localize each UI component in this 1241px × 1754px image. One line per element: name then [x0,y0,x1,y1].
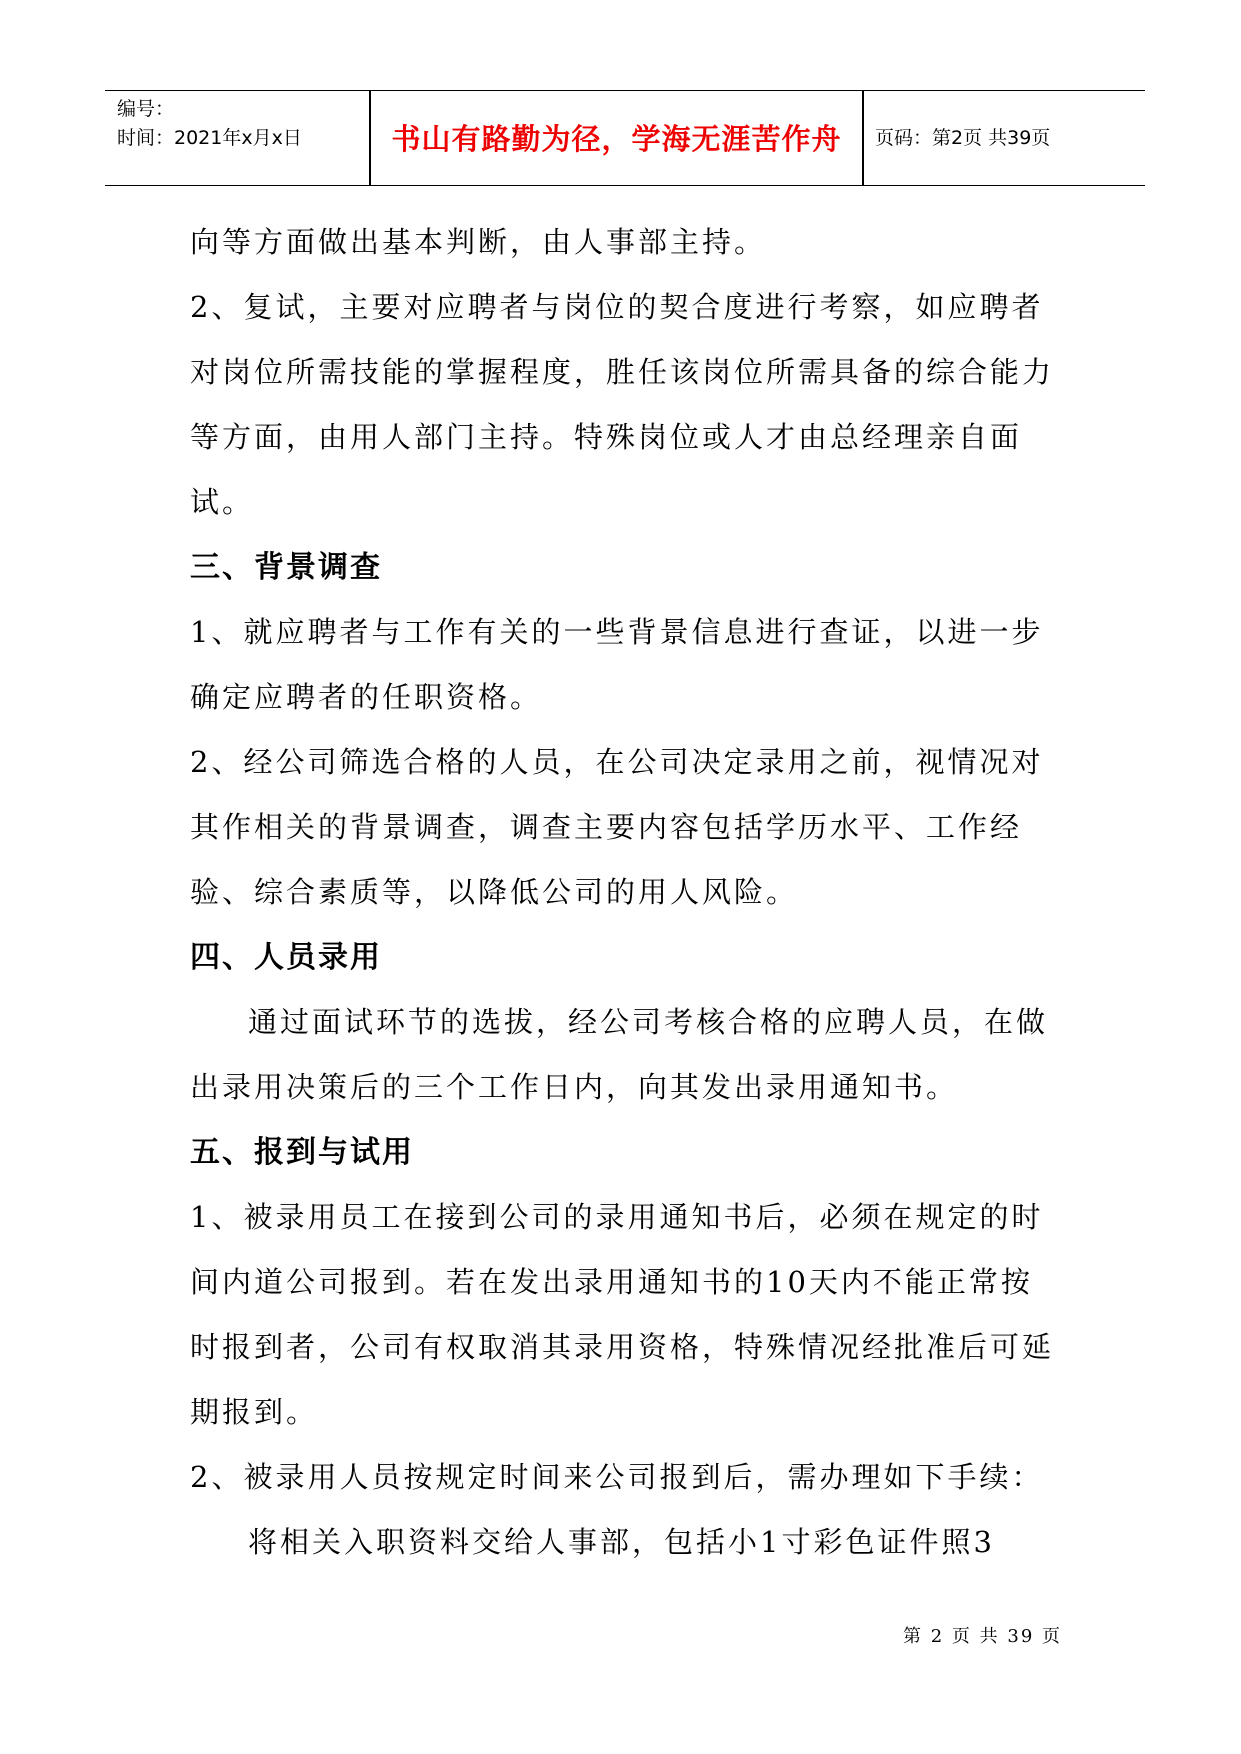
paragraph: 1、被录用员工在接到公司的录用通知书后，必须在规定的时间内道公司报到。若在发出录用通知书的10天内不能正常按时报到者，公司有权取消其录用资格，特殊情况经批准后可延期报到。 [190,1200,1055,1429]
header-page-label: 页码：第2页 共39页 [875,127,1051,149]
paragraph: 2、经公司筛选合格的人员，在公司决定录用之前，视情况对其作相关的背景调查，调查主要内容包括学历水平、工作经验、综合素质等，以降低公司的用人风险。 [190,745,1044,909]
section-heading: 四、人员录用 [190,940,382,975]
page-header [105,90,1145,186]
paragraph: 2、被录用人员按规定时间来公司报到后，需办理如下手续： [190,1460,1044,1494]
page-footer: 第 2 页 共 39 页 [903,1626,1062,1647]
header-motto: 书山有路勤为径，学海无涯苦作舟 [391,122,842,156]
document-body [190,210,1060,1575]
paragraph: 通过面试环节的选拔，经公司考核合格的应聘人员，在做出录用决策后的三个工作日内，向其发出录用通知书。 [190,1005,1049,1104]
paragraph: 2、复试，主要对应聘者与岗位的契合度进行考察，如应聘者对岗位所需技能的掌握程度，胜任该岗位所需具备的综合能力等方面，由用人部门主持。特殊岗位或人才由总经理亲自面试。 [190,290,1055,519]
paragraph: 向等方面做出基本判断，由人事部主持。 [190,225,767,259]
section-heading: 三、背景调查 [190,550,382,585]
header-divider [862,91,864,185]
time-label: 时间：2021年x月x日 [117,127,302,149]
paragraph: 将相关入职资料交给人事部，包括小1寸彩色证件照3 [248,1525,995,1559]
header-meta [117,95,302,153]
serial-label: 编号： [117,98,175,120]
section-heading: 五、报到与试用 [190,1135,414,1170]
paragraph: 1、就应聘者与工作有关的一些背景信息进行查证，以进一步确定应聘者的任职资格。 [190,615,1044,714]
